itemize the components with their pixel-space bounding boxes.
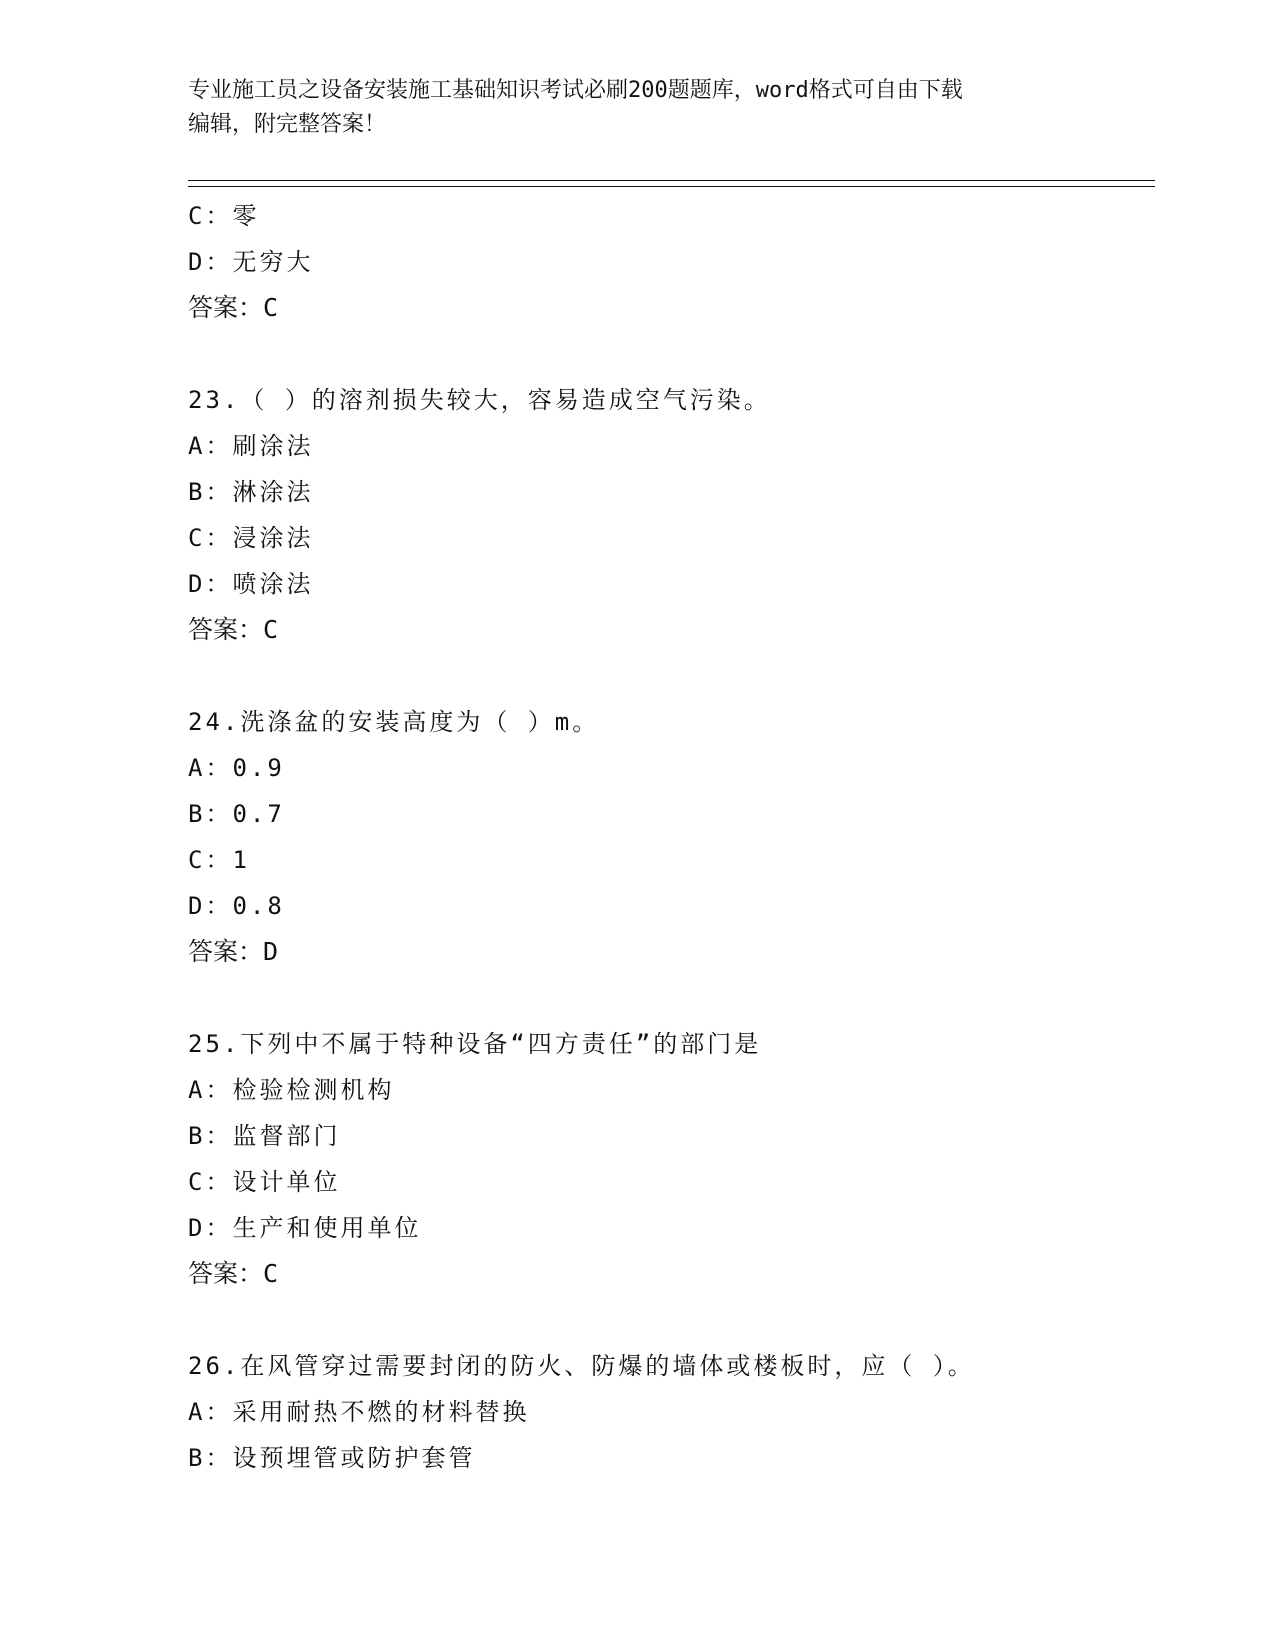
question-text: 23.（ ）的溶剂损失较大，容易造成空气污染。 [188,386,771,414]
option-d: D：0.8 [188,892,285,920]
header-divider-top [188,180,1155,181]
option-c: C：1 [188,846,250,874]
option-d: D：生产和使用单位 [188,1214,422,1242]
option-d: D：无穷大 [188,248,314,276]
option-b: B：0.7 [188,800,285,828]
question-text: 25.下列中不属于特种设备“四方责任”的部门是 [188,1030,762,1058]
option-a: A：0.9 [188,754,285,782]
question-24 [188,699,1148,975]
question-list [188,193,1148,1481]
option-b: B：监督部门 [188,1122,341,1150]
answer: 答案：C [188,615,279,644]
header-divider-bottom [188,186,1155,187]
option-c: C：零 [188,202,260,230]
option-c: C：设计单位 [188,1168,341,1196]
option-a: A：检验检测机构 [188,1076,395,1104]
question-text: 26.在风管穿过需要封闭的防火、防爆的墙体或楼板时，应（ ）。 [188,1352,975,1380]
option-c: C：浸涂法 [188,524,314,552]
header-title-line-1: 专业施工员之设备安装施工基础知识考试必刷200题题库，word格式可自由下载 [188,78,963,103]
document-header [188,74,1088,142]
option-d: D：喷涂法 [188,570,314,598]
question-26 [188,1343,1148,1481]
option-a: A：刷涂法 [188,432,314,460]
question-22 [188,193,1148,331]
answer: 答案：C [188,1259,279,1288]
question-23 [188,377,1148,653]
question-text: 24.洗涤盆的安装高度为（ ）m。 [188,708,600,736]
option-a: A：采用耐热不燃的材料替换 [188,1398,530,1426]
answer: 答案：D [188,937,279,966]
answer: 答案：C [188,293,279,322]
option-b: B：设预埋管或防护套管 [188,1444,476,1472]
header-title-line-2: 编辑，附完整答案！ [188,112,387,137]
question-25 [188,1021,1148,1297]
option-b: B：淋涂法 [188,478,314,506]
